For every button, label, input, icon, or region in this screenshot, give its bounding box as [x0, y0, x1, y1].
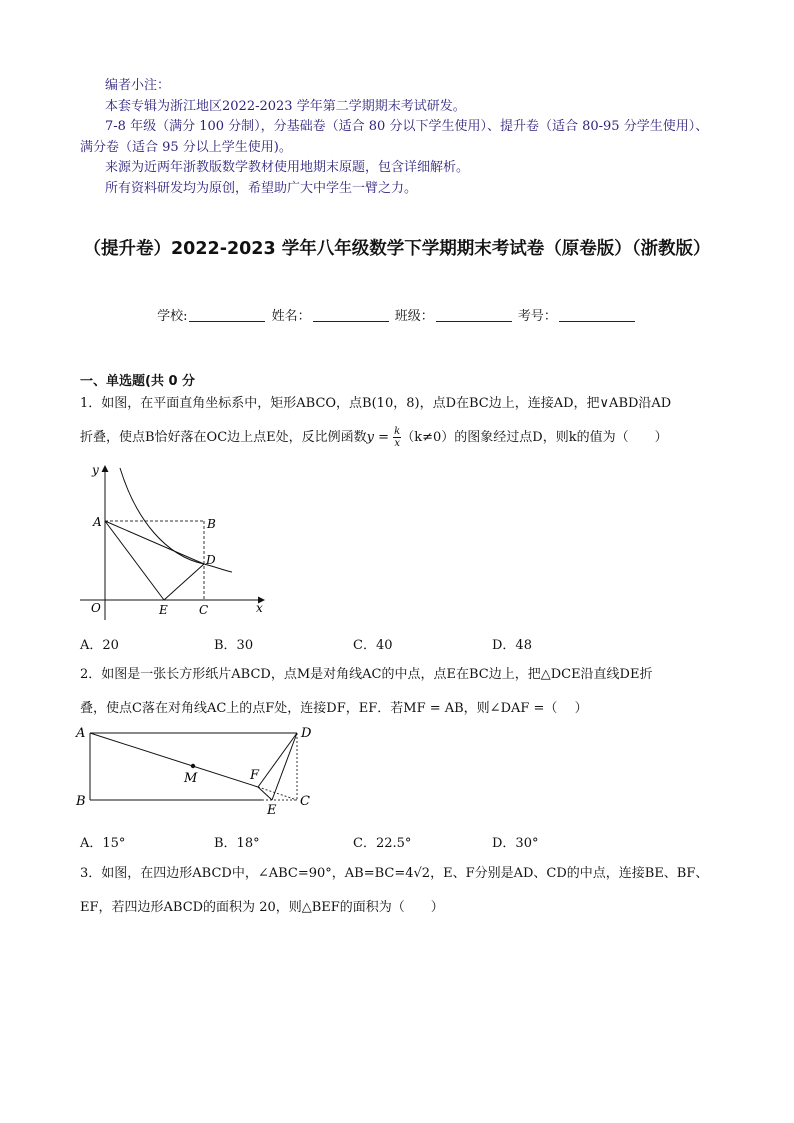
- label-c: C: [300, 794, 310, 809]
- school-label: 学校:: [157, 309, 188, 324]
- question-1-options: [80, 634, 720, 654]
- editor-note: [80, 76, 720, 199]
- question-2: [80, 658, 720, 726]
- segment-ed: [164, 564, 204, 600]
- exam-title: （提升卷）2022-2023 学年八年级数学下学期期末考试卷（原卷版）（浙教版）: [83, 239, 711, 259]
- segment-fe: [258, 787, 272, 800]
- label-a: A: [93, 515, 102, 529]
- label-e: E: [267, 803, 277, 818]
- question-1-line-1: 1．如图，在平面直角坐标系中，矩形ABCO，点B(10，8)，点D在BC边上，连接AD，把∨ABD沿AD: [80, 396, 672, 411]
- label-x: x: [256, 601, 263, 615]
- option-d[interactable]: D．30°: [492, 836, 539, 851]
- label-b: B: [76, 794, 86, 809]
- label-a: A: [76, 726, 86, 741]
- question-2-options: [80, 832, 720, 852]
- point-m: [191, 764, 195, 768]
- name-blank: [313, 307, 389, 322]
- question-3-line-1: 3．如图，在四边形ABCD中，∠ABC=90°，AB=BC=4√2，E、F分别是AD、CD的中点，连接BE、BF、: [80, 866, 709, 881]
- question-2-line-2: 叠，使点C落在对角线AC上的点F处，连接DF，EF．若MF = AB，则∠DAF =（ ）: [80, 701, 588, 716]
- label-f: F: [250, 768, 260, 783]
- label-d: D: [206, 553, 216, 567]
- label-d: D: [301, 726, 312, 741]
- note-line: 本套专辑为浙江地区2022-2023 学年第二学期期末考试研发。: [105, 98, 466, 114]
- fraction-denominator: x: [394, 438, 401, 449]
- option-b[interactable]: B．30: [214, 638, 254, 653]
- note-line: 来源为近两年浙教版数学教材使用地期末原题，包含详细解析。: [105, 160, 470, 175]
- class-blank: [436, 307, 512, 322]
- fraction-numerator: k: [394, 426, 401, 437]
- segment-ae: [105, 521, 164, 600]
- figure-1-coordinate-graph: [76, 460, 276, 625]
- figure-2-rectangle: [70, 722, 330, 822]
- number-blank: [559, 307, 635, 322]
- option-a[interactable]: A．20: [80, 638, 119, 653]
- question-3-line-2: EF，若四边形ABCD的面积为 20，则△BEF的面积为（ ）: [80, 900, 444, 915]
- note-line: 所有资料研发均为原创，希望助广大中学生一臂之力。: [105, 180, 418, 196]
- note-line: 编者小注：: [105, 78, 171, 93]
- question-2-line-1: 2．如图是一张长方形纸片ABCD，点M是对角线AC的中点，点E在BC边上，把△DCE沿直线DE折: [80, 667, 653, 682]
- label-e: E: [159, 603, 168, 617]
- option-b[interactable]: B．18°: [214, 836, 260, 851]
- segment-df: [258, 733, 297, 787]
- segment-de: [272, 733, 297, 800]
- option-a[interactable]: A．15°: [80, 836, 126, 851]
- question-1-text-b: （k≠0）的图象经过点D，则k的值为（ ）: [401, 430, 668, 445]
- option-c[interactable]: C．40: [353, 638, 393, 653]
- function-y: y =: [366, 430, 390, 445]
- section-header: 一、单选题(共 0 分: [80, 374, 196, 389]
- question-1: [80, 387, 720, 455]
- name-label: 姓名：: [271, 309, 311, 324]
- class-label: 班级：: [394, 309, 434, 324]
- question-3: [80, 857, 720, 925]
- label-c: C: [199, 603, 209, 617]
- segment-fc-dashed: [258, 787, 297, 800]
- student-info: [0, 305, 794, 324]
- school-blank: [189, 307, 265, 322]
- segment-ad: [105, 521, 204, 564]
- option-d[interactable]: D．48: [492, 638, 532, 653]
- note-line: 7-8 年级（满分 100 分制），分基础卷（适合 80 分以下学生使用）、提升卷（适合 80-95 分学生使用）、满分卷（适合 95 分以上学生使用)。: [80, 119, 709, 155]
- question-1-line-2: [80, 421, 720, 455]
- label-m: M: [184, 771, 198, 786]
- diagonal-af: [90, 733, 258, 787]
- label-b: B: [207, 517, 216, 531]
- option-c[interactable]: C．22.5°: [353, 836, 412, 851]
- number-label: 考号：: [517, 309, 557, 324]
- question-1-text-a: 折叠，使点B恰好落在OC边上点E处，反比例函数: [80, 430, 367, 445]
- label-o: O: [91, 601, 101, 615]
- label-y: y: [92, 463, 99, 477]
